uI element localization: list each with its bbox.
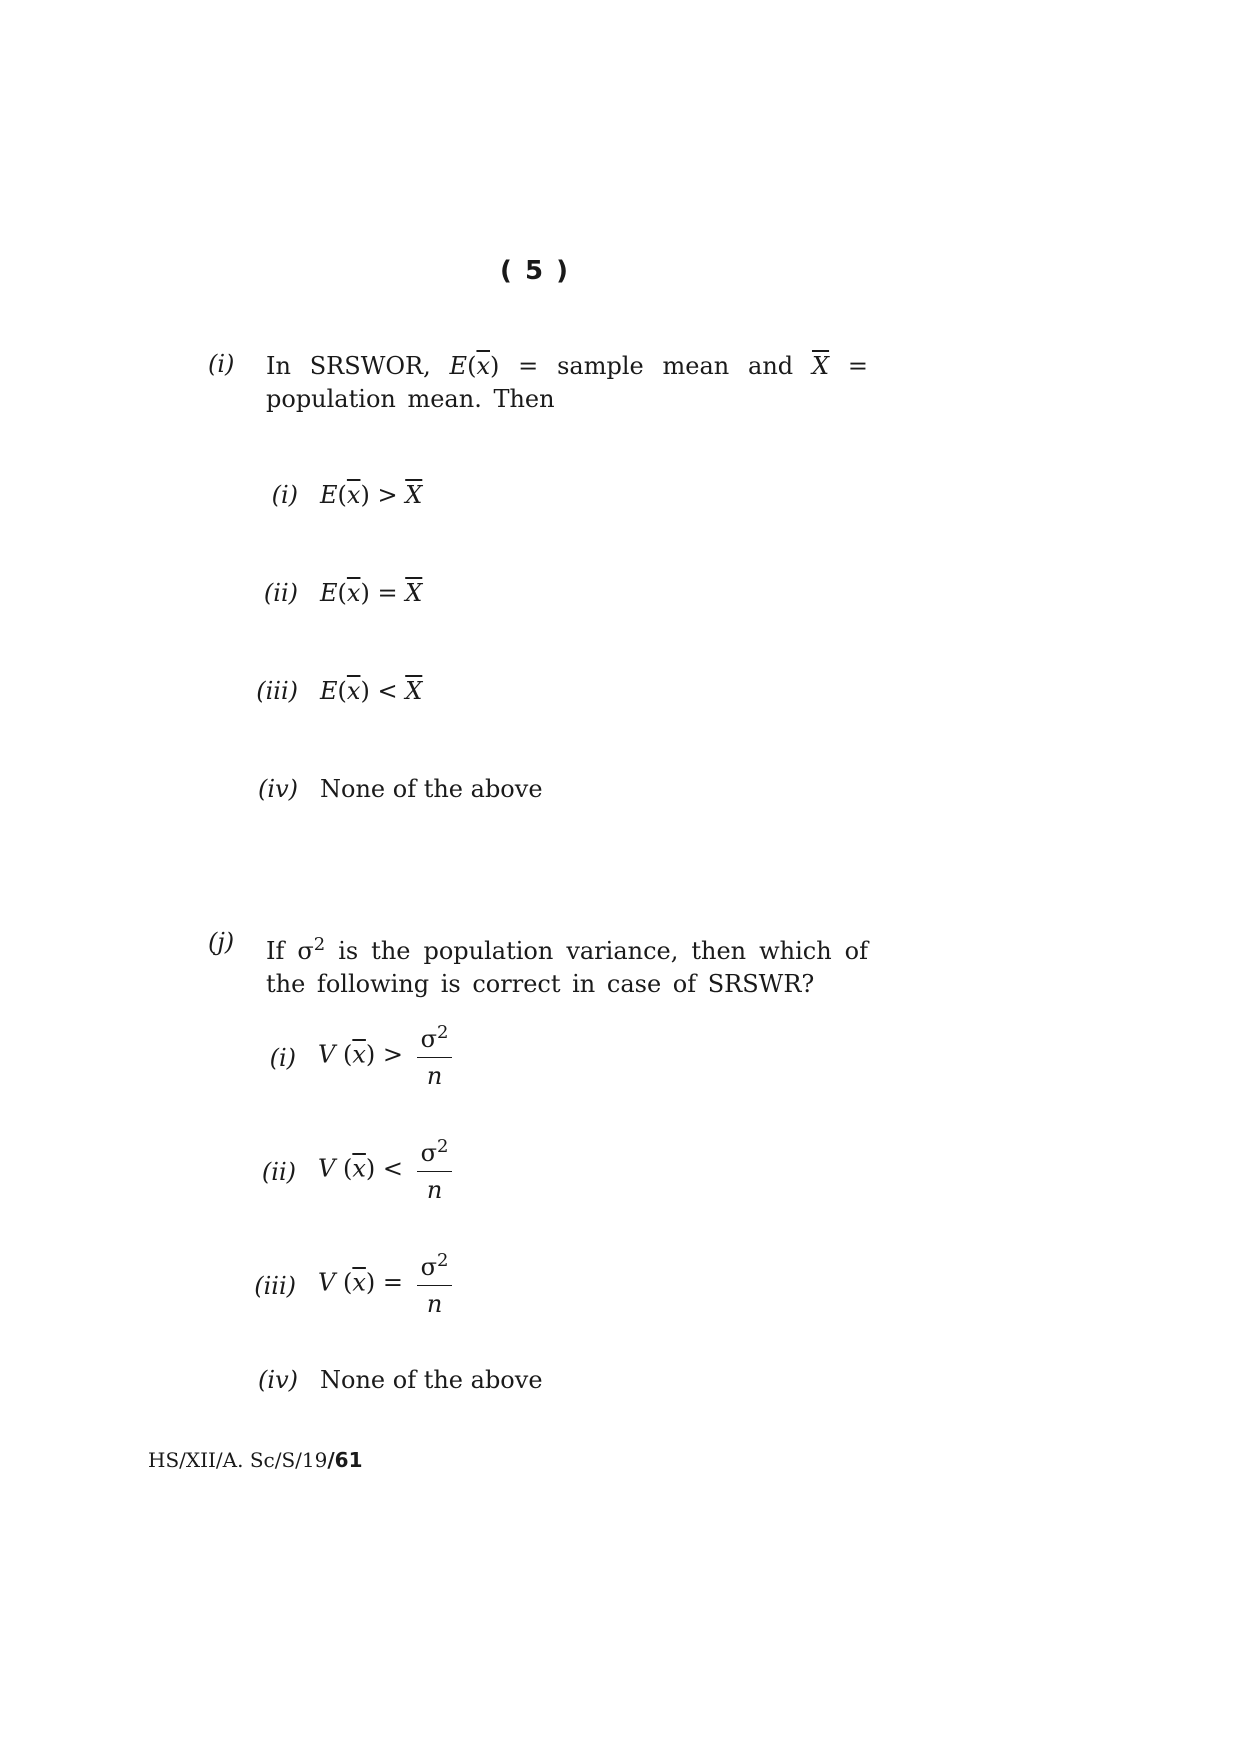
option-label: (i) bbox=[271, 481, 298, 509]
option-i-2: (ii) $E(\overline{x}) = \overline{X}$ bbox=[263, 579, 423, 607]
option-label: (iii) bbox=[256, 677, 298, 705]
question-i bbox=[208, 350, 868, 416]
option-label: (iv) bbox=[258, 775, 298, 803]
relation-symbol: < bbox=[377, 677, 398, 705]
option-i-4 bbox=[258, 775, 543, 803]
footer-code-text: HS/XII/A. Sc/S/19 bbox=[148, 1448, 328, 1472]
option-label: (i) bbox=[269, 1044, 296, 1072]
question-text-part: In SRSWOR, bbox=[266, 352, 431, 380]
question-text-part: If σ bbox=[266, 937, 314, 965]
question-label: (j) bbox=[208, 928, 235, 956]
footer-page-code: /61 bbox=[327, 1448, 363, 1472]
question-text-part: population mean. Then bbox=[266, 385, 555, 413]
option-j-2: (ii) V $(\overline{x})$ < $\frac{\sigma^2}{n}$ bbox=[318, 1136, 452, 1204]
relation-symbol: > bbox=[377, 481, 398, 509]
question-text-part: = sample mean and bbox=[518, 352, 794, 380]
option-i-1: (i) $E(\overline{x}) > \overline{X}$ bbox=[271, 481, 423, 509]
page-number: ( 5 ) bbox=[500, 256, 570, 286]
relation-symbol: = bbox=[382, 1268, 403, 1297]
question-label: (i) bbox=[208, 350, 235, 378]
option-j-1: (i) V $(\overline{x})$ > $\frac{\sigma^2}{n}$ bbox=[318, 1022, 452, 1090]
question-text-part: = bbox=[847, 352, 868, 380]
question-text: In SRSWOR, $E(\overline{x})$ = sample mean and $\overline{X}$ = population mean. Then bbox=[266, 352, 868, 413]
fraction: $\frac{\sigma^2}{n}$ bbox=[417, 1022, 453, 1090]
option-text: None of the above bbox=[320, 1366, 543, 1394]
option-text: None of the above bbox=[320, 775, 543, 803]
option-label: (iii) bbox=[254, 1272, 296, 1300]
question-j bbox=[208, 928, 868, 1001]
superscript: 2 bbox=[313, 934, 326, 955]
option-label: (ii) bbox=[261, 1158, 296, 1186]
option-label: (iv) bbox=[258, 1366, 298, 1394]
fraction: $\frac{\sigma^2}{n}$ bbox=[417, 1250, 453, 1318]
option-j-3: (iii) V $(\overline{x})$ = $\frac{\sigma^2}{n}$ bbox=[318, 1250, 452, 1318]
question-text-part: is the population variance, then which of bbox=[338, 937, 869, 965]
relation-symbol: > bbox=[382, 1040, 403, 1069]
footer-code bbox=[148, 1448, 363, 1472]
fraction: $\frac{\sigma^2}{n}$ bbox=[417, 1136, 453, 1204]
relation-symbol: = bbox=[377, 579, 398, 607]
question-text-part: the following is correct in case of SRSWR? bbox=[266, 970, 815, 998]
question-text bbox=[266, 928, 868, 1001]
option-label: (ii) bbox=[263, 579, 298, 607]
relation-symbol: < bbox=[382, 1154, 403, 1183]
option-i-3: (iii) $E(\overline{x}) < \overline{X}$ bbox=[256, 677, 423, 705]
option-j-4 bbox=[258, 1366, 543, 1394]
